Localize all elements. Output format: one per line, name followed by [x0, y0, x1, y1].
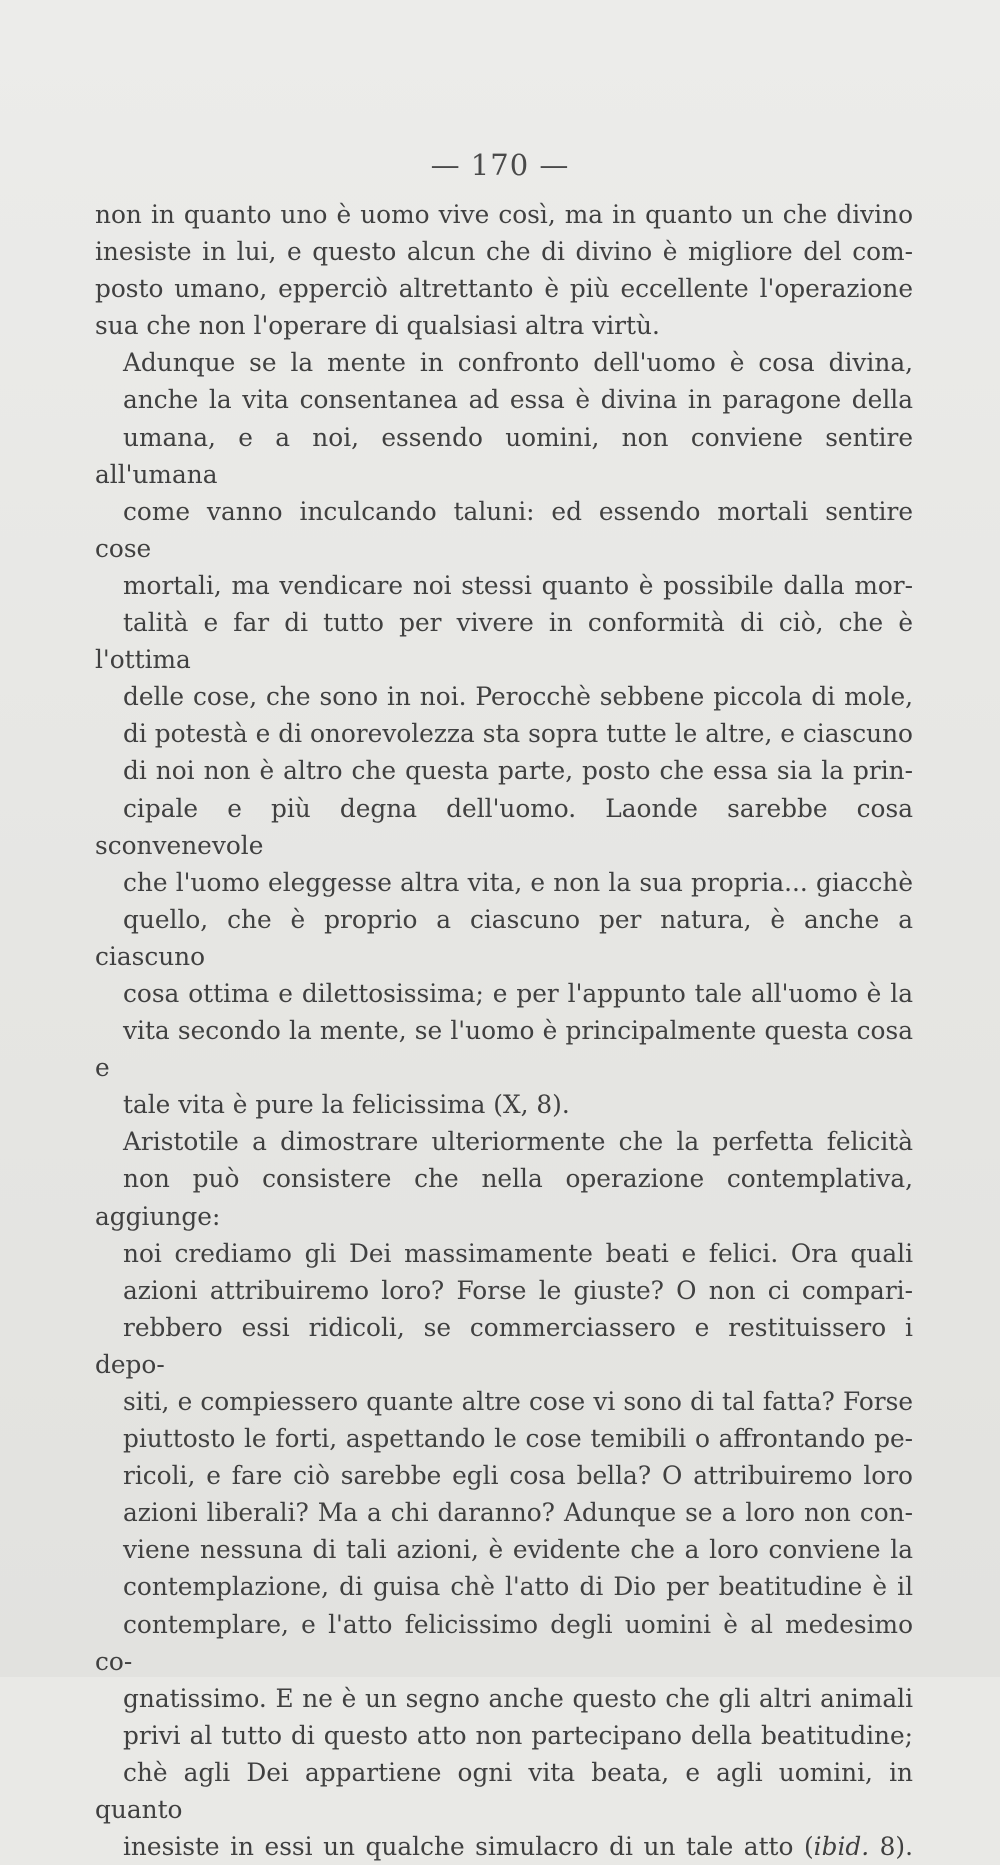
citation-ibid: ibid. — [813, 1832, 870, 1862]
text-line: chè agli Dei appartiene ogni vita beata, e agli uomini, in quanto — [95, 1757, 913, 1825]
text-line: talità e far di tutto per vivere in conformità di ciò, che è l'ottima — [95, 608, 913, 675]
text-line-final — [95, 1828, 913, 1865]
text-line: Aristotile a dimostrare ulteriormente che la perfetta felicità — [123, 1127, 913, 1157]
text-line: anche la vita consentanea ad essa è divina in paragone della — [123, 385, 913, 415]
text-line: inesiste in lui, e questo alcun che di divino è migliore del com- — [95, 237, 913, 267]
text-line: gnatissimo. E ne è un segno anche questo che gli altri animali — [123, 1683, 913, 1713]
text-line: cosa ottima e dilettosissima; e per l'appunto tale all'uomo è la — [123, 978, 913, 1008]
text-line: Adunque se la mente in confronto dell'uomo è cosa divina, — [123, 348, 913, 378]
paragraph-3 — [95, 1123, 913, 1865]
text-line: sua che non l'operare di qualsiasi altra virtù. — [95, 311, 660, 341]
text-line: non può consistere che nella operazione contemplativa, aggiunge: — [95, 1164, 913, 1231]
text-line: contemplazione, di guisa chè l'atto di Dio per beatitudine è il — [123, 1572, 913, 1602]
text-line: di noi non è altro che questa parte, posto che essa sia la prin- — [123, 756, 913, 786]
text-line: contemplare, e l'atto felicissimo degli uomini è al medesimo co- — [95, 1609, 913, 1676]
text-line: delle cose, che sono in noi. Perocchè sebbene piccola di mole, — [123, 682, 913, 712]
text-line: non in quanto uno è uomo vive così, ma in quanto un che divino — [95, 200, 913, 229]
text-line: azioni attribuiremo loro? Forse le giuste? O non ci compari- — [123, 1275, 913, 1305]
text-line: azioni liberali? Ma a chi daranno? Adunque se a loro non con- — [123, 1498, 913, 1528]
text-line: privi al tutto di questo atto non partecipano della beatitudine; — [123, 1720, 913, 1750]
text-body — [95, 196, 913, 1865]
text-line: cipale e più degna dell'uomo. Laonde sarebbe cosa sconvenevole — [95, 793, 913, 860]
text-line: vita secondo la mente, se l'uomo è principalmente questa cosa e — [95, 1016, 913, 1083]
text-line: che l'uomo eleggesse altra vita, e non la sua propria... giacchè — [123, 867, 913, 897]
text-line: posto umano, epperciò altrettanto è più eccellente l'operazione — [95, 274, 913, 304]
text-line: rebbero essi ridicoli, se commerciassero e restituissero i depo- — [95, 1312, 913, 1379]
text-line: noi crediamo gli Dei massimamente beati e felici. Ora quali — [123, 1238, 913, 1268]
citation-text: inesiste in essi un qualche simulacro di un tale atto ( — [123, 1832, 814, 1862]
text-line: piuttosto le forti, aspettando le cose temibili o affrontando pe- — [123, 1424, 913, 1454]
text-line: quello, che è proprio a ciascuno per natura, è anche a ciascuno — [95, 904, 913, 971]
text-line: tale vita è pure la felicissima (X, 8). — [123, 1090, 570, 1120]
text-line: mortali, ma vendicare noi stessi quanto è possibile dalla mor- — [123, 570, 913, 600]
text-line: di potestà e di onorevolezza sta sopra tutte le altre, e ciascuno — [123, 719, 913, 749]
page-number: — 170 — — [430, 148, 570, 182]
paragraph-2 — [95, 344, 913, 1123]
text-line: umana, e a noi, essendo uomini, non conviene sentire all'umana — [95, 422, 913, 489]
text-line: viene nessuna di tali azioni, è evidente che a loro conviene la — [123, 1535, 913, 1565]
text-line: siti, e compiessero quante altre cose vi sono di tal fatta? Forse — [123, 1387, 913, 1416]
text-line: ricoli, e fare ciò sarebbe egli cosa bella? O attribuiremo loro — [123, 1461, 913, 1491]
citation-close: 8). — [869, 1832, 913, 1862]
text-line: come vanno inculcando taluni: ed essendo mortali sentire cose — [95, 496, 913, 563]
paragraph-1 — [95, 196, 913, 344]
